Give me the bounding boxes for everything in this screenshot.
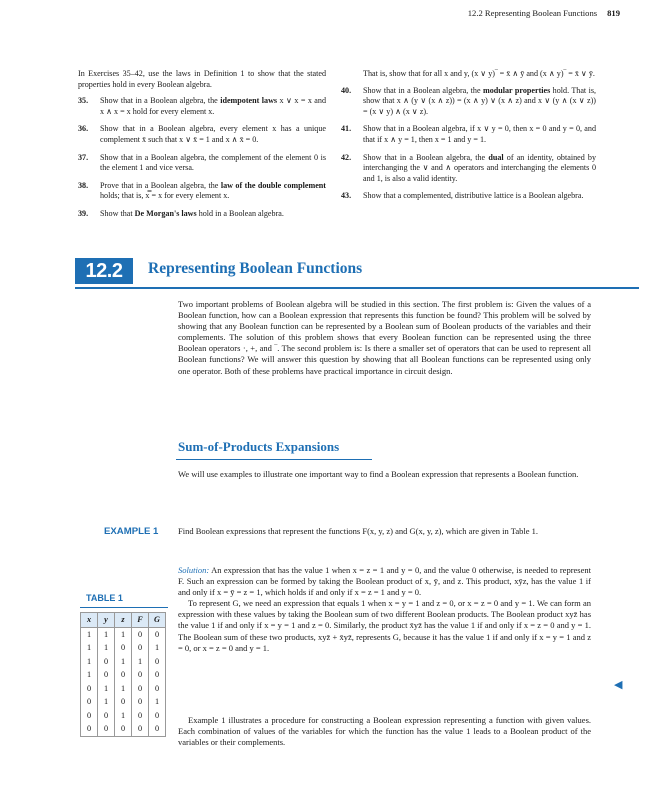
table-cell: 1 <box>115 627 132 641</box>
table-cell: 1 <box>149 695 166 709</box>
exercise-40 <box>341 86 596 118</box>
table-row <box>81 709 166 723</box>
exercise-text: Show that in a Boolean algebra, the complement of the element 0 is the element 1 and vice versa. <box>100 152 326 173</box>
table-cell: 0 <box>81 695 98 709</box>
exercise-number: 43. <box>341 191 352 201</box>
table-row <box>81 722 166 736</box>
exercise-term: dual <box>488 152 504 162</box>
exercise-term: modular properties <box>482 85 551 95</box>
table-cell: 0 <box>149 722 166 736</box>
exercise-42 <box>341 153 596 185</box>
exercise-text: Show that a complemented, distributive lattice is a Boolean algebra. <box>363 191 584 201</box>
exercise-text: Show that in a Boolean algebra, the <box>363 85 483 95</box>
header-z: z <box>115 613 132 628</box>
exercise-term: De Morgan's laws <box>134 208 197 218</box>
exercise-text-rest: holds; that is, x̿ = x for every element x. <box>100 191 230 201</box>
exercise-38 <box>78 181 326 202</box>
table-cell: 0 <box>149 682 166 696</box>
section-number-badge: 12.2 <box>75 258 133 284</box>
exercise-text-rest: x ∨ x = x and x ∧ x = x hold for every element x. <box>100 96 326 116</box>
table-cell: 0 <box>98 709 115 723</box>
exercise-36 <box>78 124 326 145</box>
header-y: y <box>98 613 115 628</box>
header-f: F <box>132 613 149 628</box>
table-cell: 0 <box>115 641 132 655</box>
exercise-text: Show that in a Boolean algebra, every element x has a unique complement x̄ such that x ∨ x̄ = 1 and x ∧ x̄ = 0. <box>100 124 326 144</box>
table-cell: 1 <box>81 641 98 655</box>
table-cell: 0 <box>149 627 166 641</box>
exercise-term: idempotent laws <box>220 96 278 106</box>
running-head <box>330 8 620 18</box>
table-cell: 1 <box>98 695 115 709</box>
exercise-text: Show that <box>100 208 135 218</box>
table-row <box>81 668 166 682</box>
exercise-text: Show that in a Boolean algebra, the <box>363 152 489 162</box>
subsection-paragraph: We will use examples to illustrate one important way to find a Boolean expression that represents a Boolean function. <box>178 469 579 479</box>
solution-text: An expression that has the value 1 when x = z = 1 and y = 0, and the value 0 otherwise, is needed to represent F. Such an expression can be formed by taking the Boolean product of x, ȳ, and z. This product, xȳz, has the value 1 if and only if x = ȳ = z = 1, which holds if and only if x = z = 1 and y = 0. <box>178 565 591 598</box>
exercise-37 <box>78 153 326 174</box>
header-g: G <box>149 613 166 628</box>
table-title: TABLE 1 <box>86 593 123 603</box>
page-number: 819 <box>607 8 620 18</box>
exercises-left-column <box>78 69 326 227</box>
table-cell: 1 <box>81 627 98 641</box>
running-head-title: 12.2 Representing Boolean Functions <box>467 8 598 18</box>
table-title-rule <box>80 607 168 608</box>
table-cell: 0 <box>132 682 149 696</box>
exercise-number: 38. <box>78 180 89 190</box>
table-cell: 0 <box>149 655 166 669</box>
table-cell: 0 <box>132 722 149 736</box>
table-row <box>81 627 166 641</box>
section-rule <box>75 287 639 289</box>
exercises-right-column <box>341 69 596 209</box>
solution-label: Solution: <box>178 565 210 575</box>
header-x: x <box>81 613 98 628</box>
truth-table <box>80 612 166 737</box>
exercise-35 <box>78 96 326 117</box>
exercise-text-rest: hold in a Boolean algebra. <box>196 208 284 218</box>
example-question: Find Boolean expressions that represent the functions F(x, y, z) and G(x, y, z), which are given in Table 1. <box>178 526 539 536</box>
table-row <box>81 682 166 696</box>
table-cell: 0 <box>132 709 149 723</box>
exercise-number: 40. <box>341 85 352 95</box>
exercise-text-rest: hold. That is, show that x ∧ (y ∨ (x ∧ z)) = (x ∧ y) ∨ (x ∧ z) and x ∨ (y ∧ (x ∨ z)) = (x ∨ y) ∧ (x ∨ z). <box>363 85 597 116</box>
table-row <box>81 641 166 655</box>
exercise-text: Show that in a Boolean algebra, if x ∨ y = 0, then x = 0 and y = 0, and that if x ∧ y = 1, then x = 1 and y = 1. <box>363 124 596 144</box>
table-cell: 1 <box>115 709 132 723</box>
exercise-number: 35. <box>78 96 89 106</box>
table-cell: 0 <box>98 668 115 682</box>
table-cell: 1 <box>81 668 98 682</box>
end-of-example-marker: ◀ <box>614 679 623 691</box>
exercise-39-continuation: That is, show that for all x and y, (x ∨ y)‾ = x̄ ∧ ȳ and (x ∧ y)‾ = x̄ ∨ ȳ. <box>363 69 595 78</box>
exercise-43 <box>341 191 596 202</box>
section-title: Representing Boolean Functions <box>148 260 363 277</box>
exercise-text: Show that in a Boolean algebra, the <box>100 96 221 106</box>
table-cell: 0 <box>81 682 98 696</box>
table-cell: 0 <box>132 668 149 682</box>
exercise-number: 36. <box>78 124 89 134</box>
table-cell: 0 <box>149 668 166 682</box>
table-cell: 0 <box>81 709 98 723</box>
table-header-row <box>81 613 166 628</box>
subsection-rule <box>176 459 372 460</box>
table-row <box>81 695 166 709</box>
table-cell: 1 <box>81 655 98 669</box>
table-cell: 0 <box>132 641 149 655</box>
table-cell: 0 <box>149 709 166 723</box>
table-cell: 0 <box>132 627 149 641</box>
table-cell: 0 <box>132 695 149 709</box>
solution-paragraph-1 <box>178 565 591 598</box>
table-cell: 0 <box>115 668 132 682</box>
exercise-number: 42. <box>341 152 352 162</box>
table-cell: 1 <box>115 682 132 696</box>
exercise-39 <box>78 209 326 220</box>
exercises-intro: In Exercises 35–42, use the laws in Definition 1 to show that the stated properties hold in every Boolean algebra. <box>78 69 326 89</box>
table-cell: 1 <box>98 641 115 655</box>
table-cell: 0 <box>98 722 115 736</box>
table-cell: 0 <box>98 655 115 669</box>
exercise-text: Prove that in a Boolean algebra, the <box>100 180 221 190</box>
intro-paragraph: Two important problems of Boolean algebra will be studied in this section. The first problem is: Given the values of a Boolean function, how can a Boolean expression that represents this function be found? This problem will be solved by showing that any Boolean function can be represented by a Boolean sum of Boolean products of the variables and their complements. The solution of this problem shows that every Boolean function can be represented using the three Boolean operators ·, +, and ‾. The second problem is: Is there a smaller set of operators that can be used to represent all Boolean functions? We will answer this question by showing that all Boolean functions can be represented using only one operator. Both of these problems have practical importance in circuit design. <box>178 299 591 376</box>
exercise-number: 41. <box>341 124 352 134</box>
exercise-term: law of the double complement <box>220 180 326 190</box>
exercise-text-rest: of an identity, obtained by interchanging the ∨ and ∧ operators and interchanging the elements 0 and 1, is also a valid identity. <box>363 152 597 183</box>
example-label: EXAMPLE 1 <box>104 526 159 537</box>
exercise-number: 37. <box>78 152 89 162</box>
table-cell: 0 <box>115 722 132 736</box>
table-cell: 1 <box>149 641 166 655</box>
solution-paragraph-2: To represent G, we need an expression that equals 1 when x = y = 1 and z = 0, or x = z = 0 and y = 1. We can form an expression with these values by taking the Boolean sum of two different Boolean products. The Boolean product xyz̄ has the value 1 if and only if x = y = 1 and z = 0. Similarly, the product x̄yz̄ has the value 1 if and only if x = z = 0 and y = 1. The Boolean sum of these two products, xyz̄ + x̄yz̄, represents G, because it has the value 1 if and only if x = y = 1 and z = 0, or x = z = 0 and y = 1. <box>178 598 591 653</box>
exercise-number: 39. <box>78 208 89 218</box>
closing-paragraph-text: Example 1 illustrates a procedure for constructing a Boolean expression representing a function with given values. Each combination of values of the variables for which the function has the value 1 leads to a Boolean product of the variables or their complements. <box>178 715 591 748</box>
subsection-title: Sum-of-Products Expansions <box>178 439 340 454</box>
closing-paragraph <box>178 715 591 748</box>
table-cell: 0 <box>81 722 98 736</box>
example-solution <box>178 565 591 654</box>
table-cell: 1 <box>132 655 149 669</box>
table-cell: 0 <box>115 695 132 709</box>
table-cell: 1 <box>98 682 115 696</box>
table-cell: 1 <box>98 627 115 641</box>
table-cell: 1 <box>115 655 132 669</box>
table-body <box>81 627 166 736</box>
table-row <box>81 655 166 669</box>
exercise-41 <box>341 124 596 145</box>
